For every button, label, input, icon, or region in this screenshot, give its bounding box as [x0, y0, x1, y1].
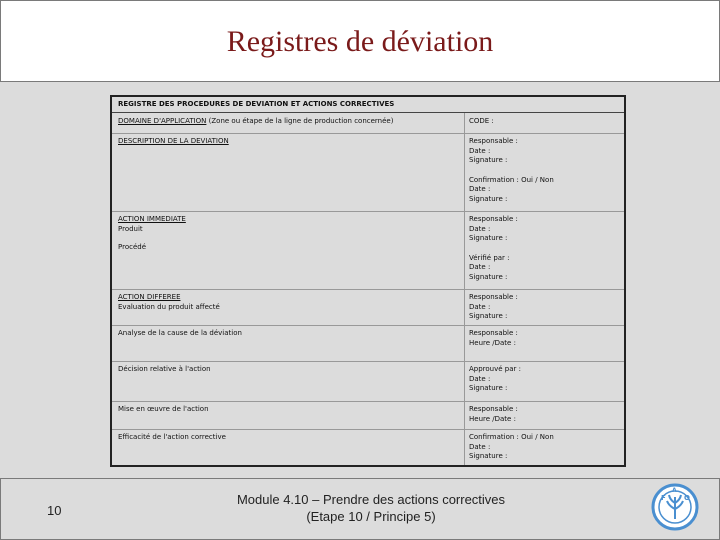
domain-note: (Zone ou étape de la ligne de production concernée)	[206, 117, 394, 125]
page-title: Registres de déviation	[226, 25, 494, 58]
field-label: Signature :	[469, 312, 508, 320]
field-label: Signature :	[469, 452, 508, 460]
code-cell	[469, 117, 619, 127]
field-label: Date :	[469, 185, 491, 193]
code-label: CODE :	[469, 117, 494, 125]
svg-text:F: F	[661, 494, 666, 502]
field-label: Signature :	[469, 272, 508, 281]
form-header: REGISTRE DES PROCEDURES DE DEVIATION ET ACTIONS CORRECTIVES	[112, 97, 624, 113]
row-deferred-action	[112, 289, 624, 326]
field-label: Evaluation du produit affecté	[118, 302, 220, 311]
implementation-label: Mise en œuvre de l'action	[118, 405, 209, 413]
immediate-action-title: ACTION IMMEDIATE	[118, 215, 186, 223]
field-label: Signature :	[469, 384, 508, 392]
cause-analysis-label: Analyse de la cause de la déviation	[118, 329, 242, 337]
field-label: Date :	[469, 442, 491, 451]
row-implementation	[112, 401, 624, 430]
page-number: 10	[47, 503, 62, 518]
row-description	[112, 133, 624, 212]
module-title: Module 4.10 – Prendre des actions correctives	[236, 492, 506, 507]
module-caption	[201, 491, 541, 525]
field-label: Signature :	[469, 194, 508, 203]
description-title: DESCRIPTION DE LA DEVIATION	[118, 137, 229, 145]
field-label: Date :	[469, 374, 491, 383]
field-label: Heure /Date :	[469, 338, 516, 347]
field-label: Date :	[469, 146, 491, 155]
title-band	[0, 0, 720, 82]
domain-title: DOMAINE D'APPLICATION	[118, 117, 207, 125]
field-label: Signature :	[469, 156, 508, 164]
spacer	[469, 166, 619, 176]
row-domain	[112, 113, 624, 134]
field-label: Signature :	[469, 234, 508, 242]
field-label: Confirmation : Oui / Non	[469, 175, 554, 184]
field-label: Date :	[469, 302, 491, 311]
spacer	[469, 244, 619, 254]
field-label: Date :	[469, 224, 491, 233]
field-label: Approuvé par :	[469, 365, 521, 373]
row-effectiveness	[112, 429, 624, 465]
field-label: Date :	[469, 263, 491, 271]
svg-text:O: O	[684, 494, 690, 502]
field-label: Heure /Date :	[469, 414, 516, 423]
action-decision-label: Décision relative à l'action	[118, 365, 211, 373]
spacer	[118, 234, 458, 243]
footer	[0, 478, 720, 540]
field-label: Procédé	[118, 243, 147, 251]
field-label: Responsable :	[469, 293, 518, 301]
row-immediate-action	[112, 211, 624, 290]
field-label: Responsable :	[469, 329, 518, 337]
deferred-action-title: ACTION DIFFEREE	[118, 293, 181, 301]
field-label: Responsable :	[469, 405, 518, 413]
description-signoff	[469, 137, 619, 204]
deviation-register-form	[110, 95, 626, 467]
module-step: (Etape 10 / Principe 5)	[306, 509, 436, 524]
row-action-decision	[112, 361, 624, 402]
field-label: Produit	[118, 224, 143, 233]
effectiveness-label: Efficacité de l'action corrective	[118, 433, 226, 441]
field-label: Confirmation : Oui / Non	[469, 433, 554, 441]
svg-text:A: A	[672, 487, 677, 494]
field-label: Vérifié par :	[469, 253, 510, 262]
field-label: Responsable :	[469, 137, 518, 145]
row-cause-analysis	[112, 325, 624, 362]
fao-logo-icon	[651, 483, 699, 531]
domain-cell	[118, 117, 458, 127]
field-label: Responsable :	[469, 215, 518, 223]
